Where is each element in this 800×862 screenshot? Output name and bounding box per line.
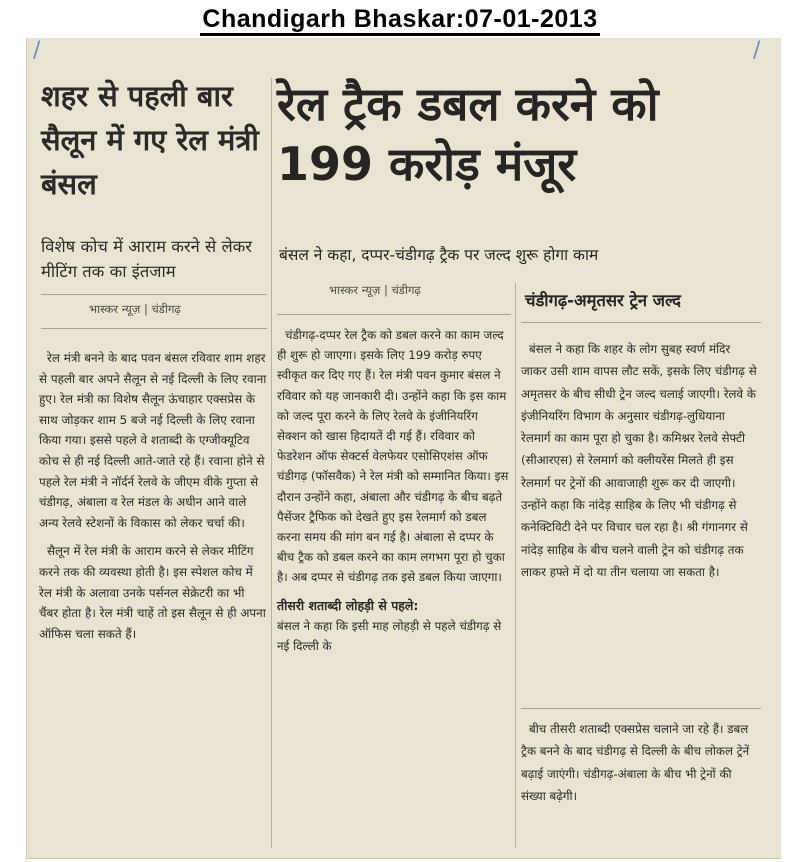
main-story-body xyxy=(277,325,509,656)
pen-mark-icon: / xyxy=(33,38,41,63)
divider xyxy=(41,294,267,295)
column-divider xyxy=(515,283,516,848)
masthead xyxy=(0,0,800,38)
main-story-byline: भास्कर न्यूज़ | चंडीगढ़ xyxy=(329,283,421,297)
paragraph: चंडीगढ़-दप्पर रेल ट्रैक को डबल करने का काम जल्द ही शुरू हो जाएगा। इसके लिए 199 करोड़ रुपए स्वीकृत कर दिए गए हैं। रेल मंत्री पवन कुमार बंसल ने रविवार को यह जानकारी दी। उन्होंने कहा कि इस काम को जल्द पूरा करने के लिए रेलवे के इंजीनियरिंग सेक्शन को खास हिदायतें दी गई हैं। रविवार को फेडरेशन ऑफ सेक्टर्स वेलफेयर एसोसिएशंस ऑफ चंडीगढ़ (फॉसवैक) ने रेल मंत्री को सम्मानित किया। इस दौरान उन्होंने कहा, अंबाला और चंडीगढ़ के बीच बढ़ते पैसेंजर ट्रैफिक को देखते हुए इस रेलमार्ग को डबल करना समय की मांग बन गई है। अंबाला से दप्पर के बीच ट्रैक को डबल करने का काम लगभग पूरा हो चुका है। अब दप्पर से चंडीगढ़ तक इसे डबल किया जाएगा। xyxy=(277,328,509,585)
left-story-body xyxy=(39,348,267,652)
paragraph: सैलून में रेल मंत्री के आराम करने से लेकर मीटिंग करने तक की व्यवस्था होती है। इस स्पेशल कोच में रेल मंत्री के अलावा उनके पर्सनल सेक्रेटरी का भी चैंबर होता है। रेल मंत्री चाहें तो इस सैलून से ही अपना ऑफिस चला सकते हैं। xyxy=(39,544,266,641)
masthead-title: Chandigarh Bhaskar:07-01-2013 xyxy=(200,5,599,36)
left-story-byline: भास्कर न्यूज़ | चंडीगढ़ xyxy=(89,302,181,316)
divider xyxy=(521,322,761,323)
paragraph: बंसल ने कहा कि शहर के लोग सुबह स्वर्ण मंदिर जाकर उसी शाम वापस लौट सकें, इसके लिए चंडीगढ़ से अमृतसर के बीच सीधी ट्रेन जल्द चलाई जाएगी। रेलवे के इंजीनियरिंग विभाग के अनुसार चंडीगढ़-लुधियाना रेलमार्ग का काम पूरा हो चुका है। कमिश्नर रेलवे सेफ्टी (सीआरएस) से रेलमार्ग को क्लीयरेंस मिलते ही इस रेलमार्ग पर ट्रेनों की आवाजाही शुरू कर दी जाएगी। उन्होंने कहा कि नांदेड़ साहिब के लिए भी चंडीगढ़ से कनेक्टिविटी देने पर विचार चल रहा है। श्री गंगानगर से नांदेड़ साहिब के बीच चलने वाली ट्रेन को चंडीगढ़ तक लाकर हफ्ते में दो या तीन चलाया जा सकता है। xyxy=(521,342,757,579)
left-story-subhead: विशेष कोच में आराम करने से लेकर मीटिंग तक का इंतजाम xyxy=(41,237,253,281)
continuation-body xyxy=(521,718,757,815)
pen-mark-icon: / xyxy=(753,38,761,63)
side-story-headline: चंडीगढ़-अमृतसर ट्रेन जल्द xyxy=(525,291,681,310)
main-story-headline: रेल ट्रैक डबल करने को 199 करोड़ मंजूर xyxy=(277,77,659,191)
divider xyxy=(521,708,761,709)
left-story-headline: शहर से पहली बार सैलून में गए रेल मंत्री बंसल xyxy=(41,79,259,201)
subsection-text: बंसल ने कहा कि इसी माह लोहड़ी से पहले चंडीगढ़ से नई दिल्ली के xyxy=(277,618,502,654)
column-divider xyxy=(271,78,272,848)
main-story-subhead: बंसल ने कहा, दप्पर-चंडीगढ़ ट्रैक पर जल्द शुरू होगा काम xyxy=(279,246,599,264)
divider xyxy=(41,328,267,329)
newspaper-clipping xyxy=(26,38,781,859)
subsection-heading: तीसरी शताब्दी लोहड़ी से पहले: xyxy=(277,597,419,613)
side-story-body xyxy=(521,338,757,591)
paragraph: बीच तीसरी शताब्दी एक्सप्रेस चलाने जा रहे हैं। डबल ट्रैक बनने के बाद चंडीगढ़ से दिल्ली के बीच लोकल ट्रेनें बढ़ाई जाएंगी। चंडीगढ़-अंबाला के बीच भी ट्रेनों की संख्या बढ़ेगी। xyxy=(521,722,750,803)
paragraph: रेल मंत्री बनने के बाद पवन बंसल रविवार शाम शहर से पहली बार अपने सैलून से नई दिल्ली के लिए रवाना हुए। रेल मंत्री का विशेष सैलून ऊंचाहार एक्सप्रेस के साथ जोड़कर शाम 5 बजे नई दिल्ली के लिए रवाना किया गया। इससे पहले वे शताब्दी के एग्जीक्यूटिव कोच से ही नई दिल्ली आते-जाते रहे हैं। रवाना होने से पहले रेल मंत्री ने नॉर्दर्न रेलवे के जीएम वीके गुप्ता से चंडीगढ़, अंबाला व रेल मंडल के अधीन आने वाले अन्य रेलवे स्टेशनों के विकास को लेकर चर्चा की। xyxy=(39,351,267,530)
divider xyxy=(277,314,511,315)
